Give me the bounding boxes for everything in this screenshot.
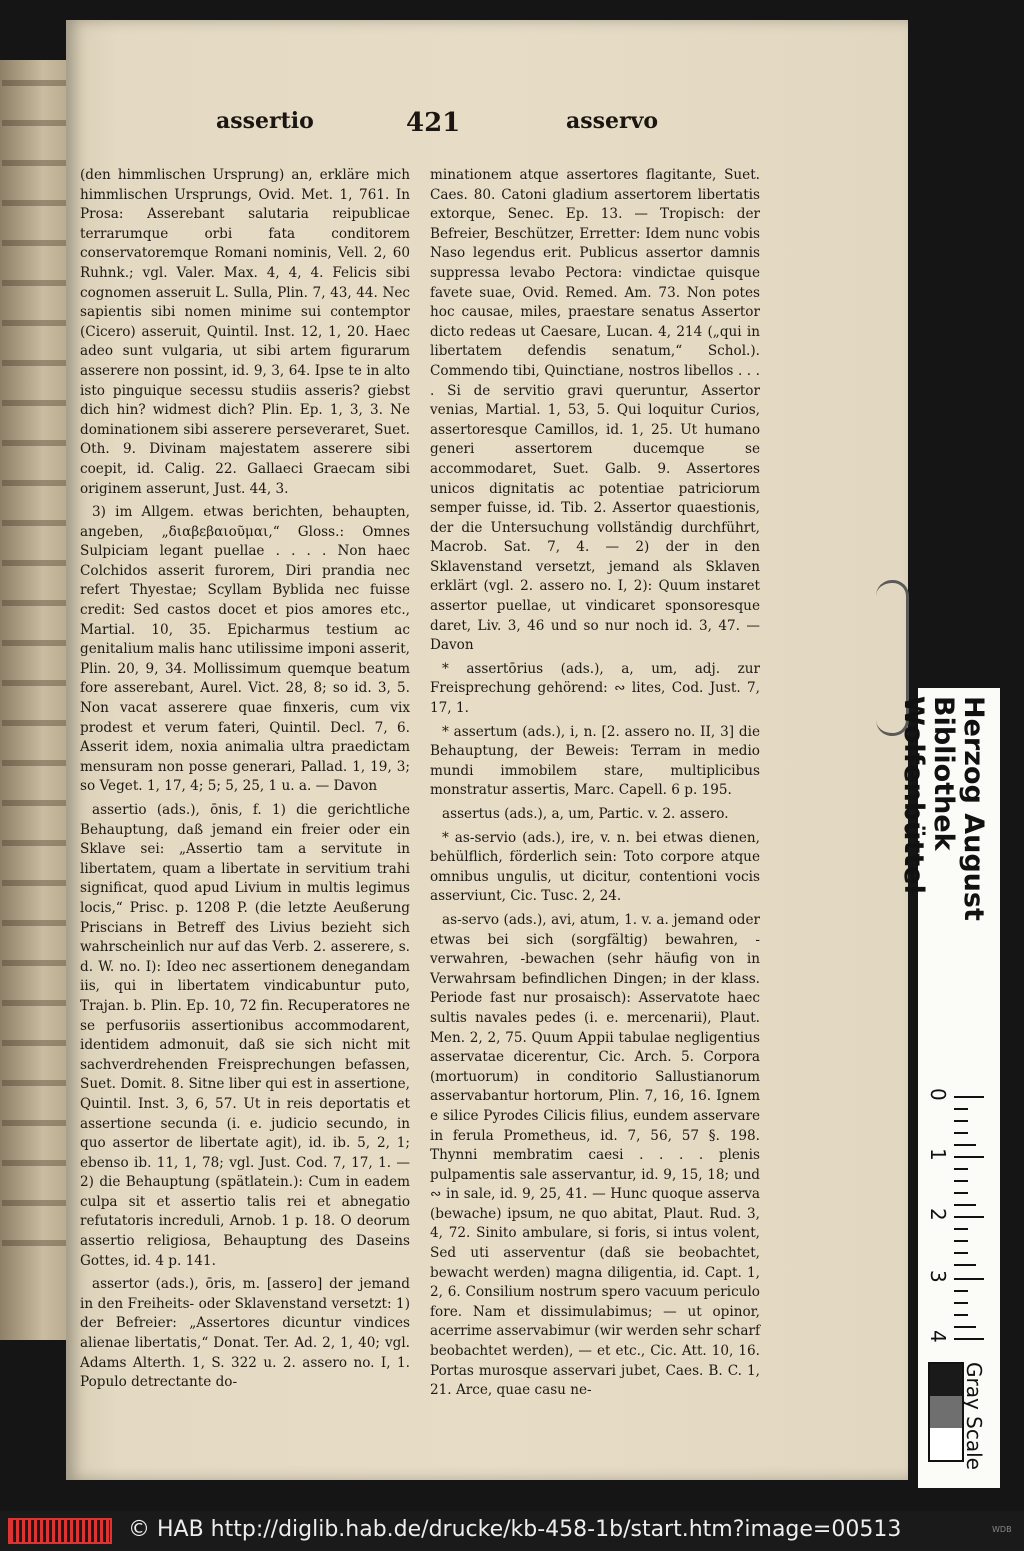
dictionary-entry-assertor: assertor (ads.), ōris, m. [assero] der jemand in den Freiheits- oder Sklavenstand versetzt: 1) der Befreier: „Assertores dicuntur vindices alienae libertatis,“ Donat. Ter. Ad. 2, 1, 40; vgl. Adams Alterth. 1, S. 322 u. 2. assero no. I, 1. Populo detrectante do- xyxy=(80,1276,410,1391)
right-column xyxy=(430,166,760,1405)
dictionary-entry-assertum: * assertum (ads.), i, n. [2. assero no. II, 3] die Behauptung, der Beweis: Terram in medio mundi immobilem stare, multiplicibus monstratur assertis, Marc. Capell. 6 p. 195. xyxy=(430,723,760,799)
running-head-right: asservo xyxy=(566,108,659,134)
dictionary-entry-asservio: * as-servio (ads.), ire, v. n. bei etwas dienen, behülflich, förderlich sein: Toto corpore atque omnibus ungulis, ut dicitur, contentioni vocis asserviunt, Cic. Tusc. 2, 24. xyxy=(430,829,760,905)
gray-scale-swatches xyxy=(928,1362,964,1462)
dictionary-page xyxy=(66,20,908,1480)
footer-bar xyxy=(0,1511,1024,1551)
dictionary-entry-assertorius: * assertōrius (ads.), a, um, adj. zur Freisprechung gehörend: ∾ lites, Cod. Just. 7, 17, 1. xyxy=(430,660,760,717)
dictionary-entry-asservo: as-servo (ads.), avi, atum, 1. v. a. jemand oder etwas bei sich (sorgfältig) bewahren, -verwahren, -bewachen (sehr häufig von in Verwahrsam befindlichen Dingen; in der klass. Periode fast nur prosaisch): Asservatote haec sultis navales pedes (i. e. mercenarii), Plaut. Men. 2, 2, 75. Quum Appii tabulae negligentius asservatae dicerentur, Cic. Arch. 5. Corpora (mortuorum) in conditorio Sallustianorum asservabantur hortorum, Plin. 7, 16, 16. Ignem e silice Pyrodes Cilicis filius, eundem asservare in ferula Prometheus, id. 7, 56, 57 §. 198. Thynni membratim caesi . . . . plenis pulpamentis sale asservantur, id. 9, 15, 18; und ∾ in sale, id. 9, 25, 41. — Hunc quoque asserva (bewache) ipsum, ne quo abitat, Plaut. Rud. 3, 4, 72. Sinito ambulare, si foris, si intus volent, Sed uti asserventur (daß sie beobachtet, bewacht werden) magna diligentia, id. Capt. 1, 2, 6. Consilium nostrum spero vacuum periculo fore. Nam et dissimulabimus; — ut opinor, acerrime asservabimur (wir werden sehr scharf beobachtet werden), — et etc., Cic. Att. 10, 16. Portas murosque asservari jubet, Caes. B. C. 1, 21. Arce, quae casu ne- xyxy=(430,911,760,1399)
page-number: 421 xyxy=(406,108,461,138)
ruler-number: 3 xyxy=(926,1270,950,1283)
paragraph: (den himmlischen Ursprung) an, erkläre mich himmlischen Ursprungs, Ovid. Met. 1, 761. In Prosa: Asserebant salutaria reipublicae terrarumque orbi fata conditorem conservatoremque Romani nominis, Vell. 2, 60 Ruhnk.; vgl. Valer. Max. 4, 4, 4. Felicis sibi cognomen asseruit L. Sulla, Plin. 7, 43, 44. Nec sapientis sibi nomen minime sui contemptor (Cicero) asseruit, Quintil. Inst. 12, 1, 20. Haec adeo sunt vulgaria, ut sibi artem figurarum asserere non possint, id. 9, 3, 64. Ipse te in alto isto pinguique secessu studiis asseris? giebst dich hin? widmest dich? Plin. Ep. 1, 3, 3. Ne dominationem sibi asserere perseveraret, Suet. Oth. 9. Divinam majestatem asserere sibi coepit, id. Calig. 22. Gallaeci Graecam sibi originem asserunt, Just. 44, 3. xyxy=(80,167,410,497)
dictionary-entry-assertio: assertio (ads.), ōnis, f. 1) die gerichtliche Behauptung, daß jemand ein freier oder ein Sklave sei: „Assertio tam a servitute in libertatem, quam a libertate in servitium trahi significat, quod apud Livium in multis legimus locis,“ Prisc. p. 1208 P. (die letzte Aeußerung Priscians in Betreff des Livius bezieht sich wahrscheinlich nur auf das Verb. 2. asserere, s. d. W. no. I): Ideo nec assertionem denegandam iis, qui in libertatem vindicabuntur puto, Trajan. b. Plin. Ep. 10, 72 fin. Recuperatores ne se perfusoriis assertionibus accommodarent, identidem admonuit, daß sie sich nicht mit sachverdrehenden Freisprechungen befassen, Suet. Domit. 8. Sitne liber qui est in assertione, Quintil. Inst. 3, 6, 57. Ut in reis deportatis et assertione secunda (i. e. judicio secundo, in quo assertor de libertate agit), id. ib. 5, 2, 1; ebenso ib. 11, 1, 78; vgl. Just. Cod. 7, 17, 1. — 2) die Behauptung (spätlatein.): Cum in eadem culpa sit et assertio talis rei et abnegatio refutatoris increduli, Arnob. 1 p. 18. O deorum assertio religiosa, Behauptung des Daseins Gottes, id. 4 p. 141. xyxy=(80,802,410,1269)
dictionary-entry-assertus: assertus (ads.), a, um, Partic. v. 2. assero. xyxy=(442,806,729,822)
gray-swatch-white xyxy=(930,1428,962,1460)
ruler-number: 4 xyxy=(926,1330,950,1343)
footer-copyright-link[interactable]: © HAB http://diglib.hab.de/drucke/kb-458-1b/start.htm?image=00513 xyxy=(128,1517,902,1542)
ruler-number: 2 xyxy=(926,1208,950,1221)
running-head-left: assertio xyxy=(216,108,314,134)
footer-mark: WDB xyxy=(992,1525,1012,1534)
left-column xyxy=(80,166,410,1397)
gray-swatch-mid xyxy=(930,1396,962,1428)
library-name xyxy=(898,696,989,1036)
gray-scale-label: Gray Scale xyxy=(962,1362,986,1470)
hab-logo-icon xyxy=(8,1518,112,1544)
facing-page-edge xyxy=(0,60,72,1340)
ruler-number: 1 xyxy=(926,1148,950,1161)
library-name-line1: Herzog August Bibliothek xyxy=(928,696,989,921)
paragraph: minationem atque assertores flagitante, Suet. Caes. 80. Catoni gladium assertorem libertatis extorque, Senec. Ep. 13. — Tropisch: der Befreier, Beschützer, Erretter: Idem nunc vobis Naso legendus erit. Publicus assertor damnis suppressa levabo Pectora: vindictae quisque favete suae, Ovid. Remed. Am. 73. Non potes hoc causae, miles, praestare senatus Assertor dicto redeas ut Caesare, Lucan. 4, 214 („qui in libertatem defendis senatum,“ Schol.). Commendo tibi, Quinctiane, nostros libellos . . . . Si de servitio gravi queruntur, Assertor venias, Martial. 1, 53, 5. Qui loquitur Curios, assertoresque Camillos, id. 1, 25. Ut humano generi assertorem ducemque se accommodaret, Suet. Galb. 9. Assertores unicos dignitatis ac potentiae patriciorum semper fuisse, id. Tib. 2. Assertor quaestionis, der die Untersuchung vollständig durchführt, Macrob. Sat. 7, 4. — 2) der in den Sklavenstand versetzt, jemand als Sklaven erklärt (vgl. 2. assero no. I, 2): Quum instaret assertor puellae, ut vindicaret sponsoresque daret, Liv. 3, 46 und so nur noch id. 3, 47. — Davon xyxy=(430,167,760,654)
measurement-ruler xyxy=(926,1086,986,1348)
library-name-line2: Wolfenbüttel xyxy=(898,696,929,894)
ruler-number: 0 xyxy=(926,1088,950,1101)
gray-swatch-black xyxy=(930,1364,962,1396)
paragraph: 3) im Allgem. etwas berichten, behaupten, angeben, „διαβεβαιοῦμαι,“ Gloss.: Omnes Sulpiciam legant puellae . . . . Non haec Colchidos asserit furorem, Diri prandia nec refert Thyestae; Scyllam Byblida nec fuisse credit: Sed castos docet et pios amores etc., Martial. 10, 35. Epicharmus testium ac genitalium malis hanc utilissime imponi asserit, Plin. 20, 9, 34. Mollissimum quemque beatum fore asserebant, Aurel. Vict. 28, 8; so id. 3, 5. Non vacat asserere quae finxeris, cum vix prodest et verum fateri, Quintil. Decl. 7, 6. Asserit idem, noxia animalia ultra praedictam mensuram non posse generari, Pallad. 1, 19, 3; so Veget. 1, 17, 4; 5; 5, 25, 1 u. a. — Davon xyxy=(80,504,410,795)
